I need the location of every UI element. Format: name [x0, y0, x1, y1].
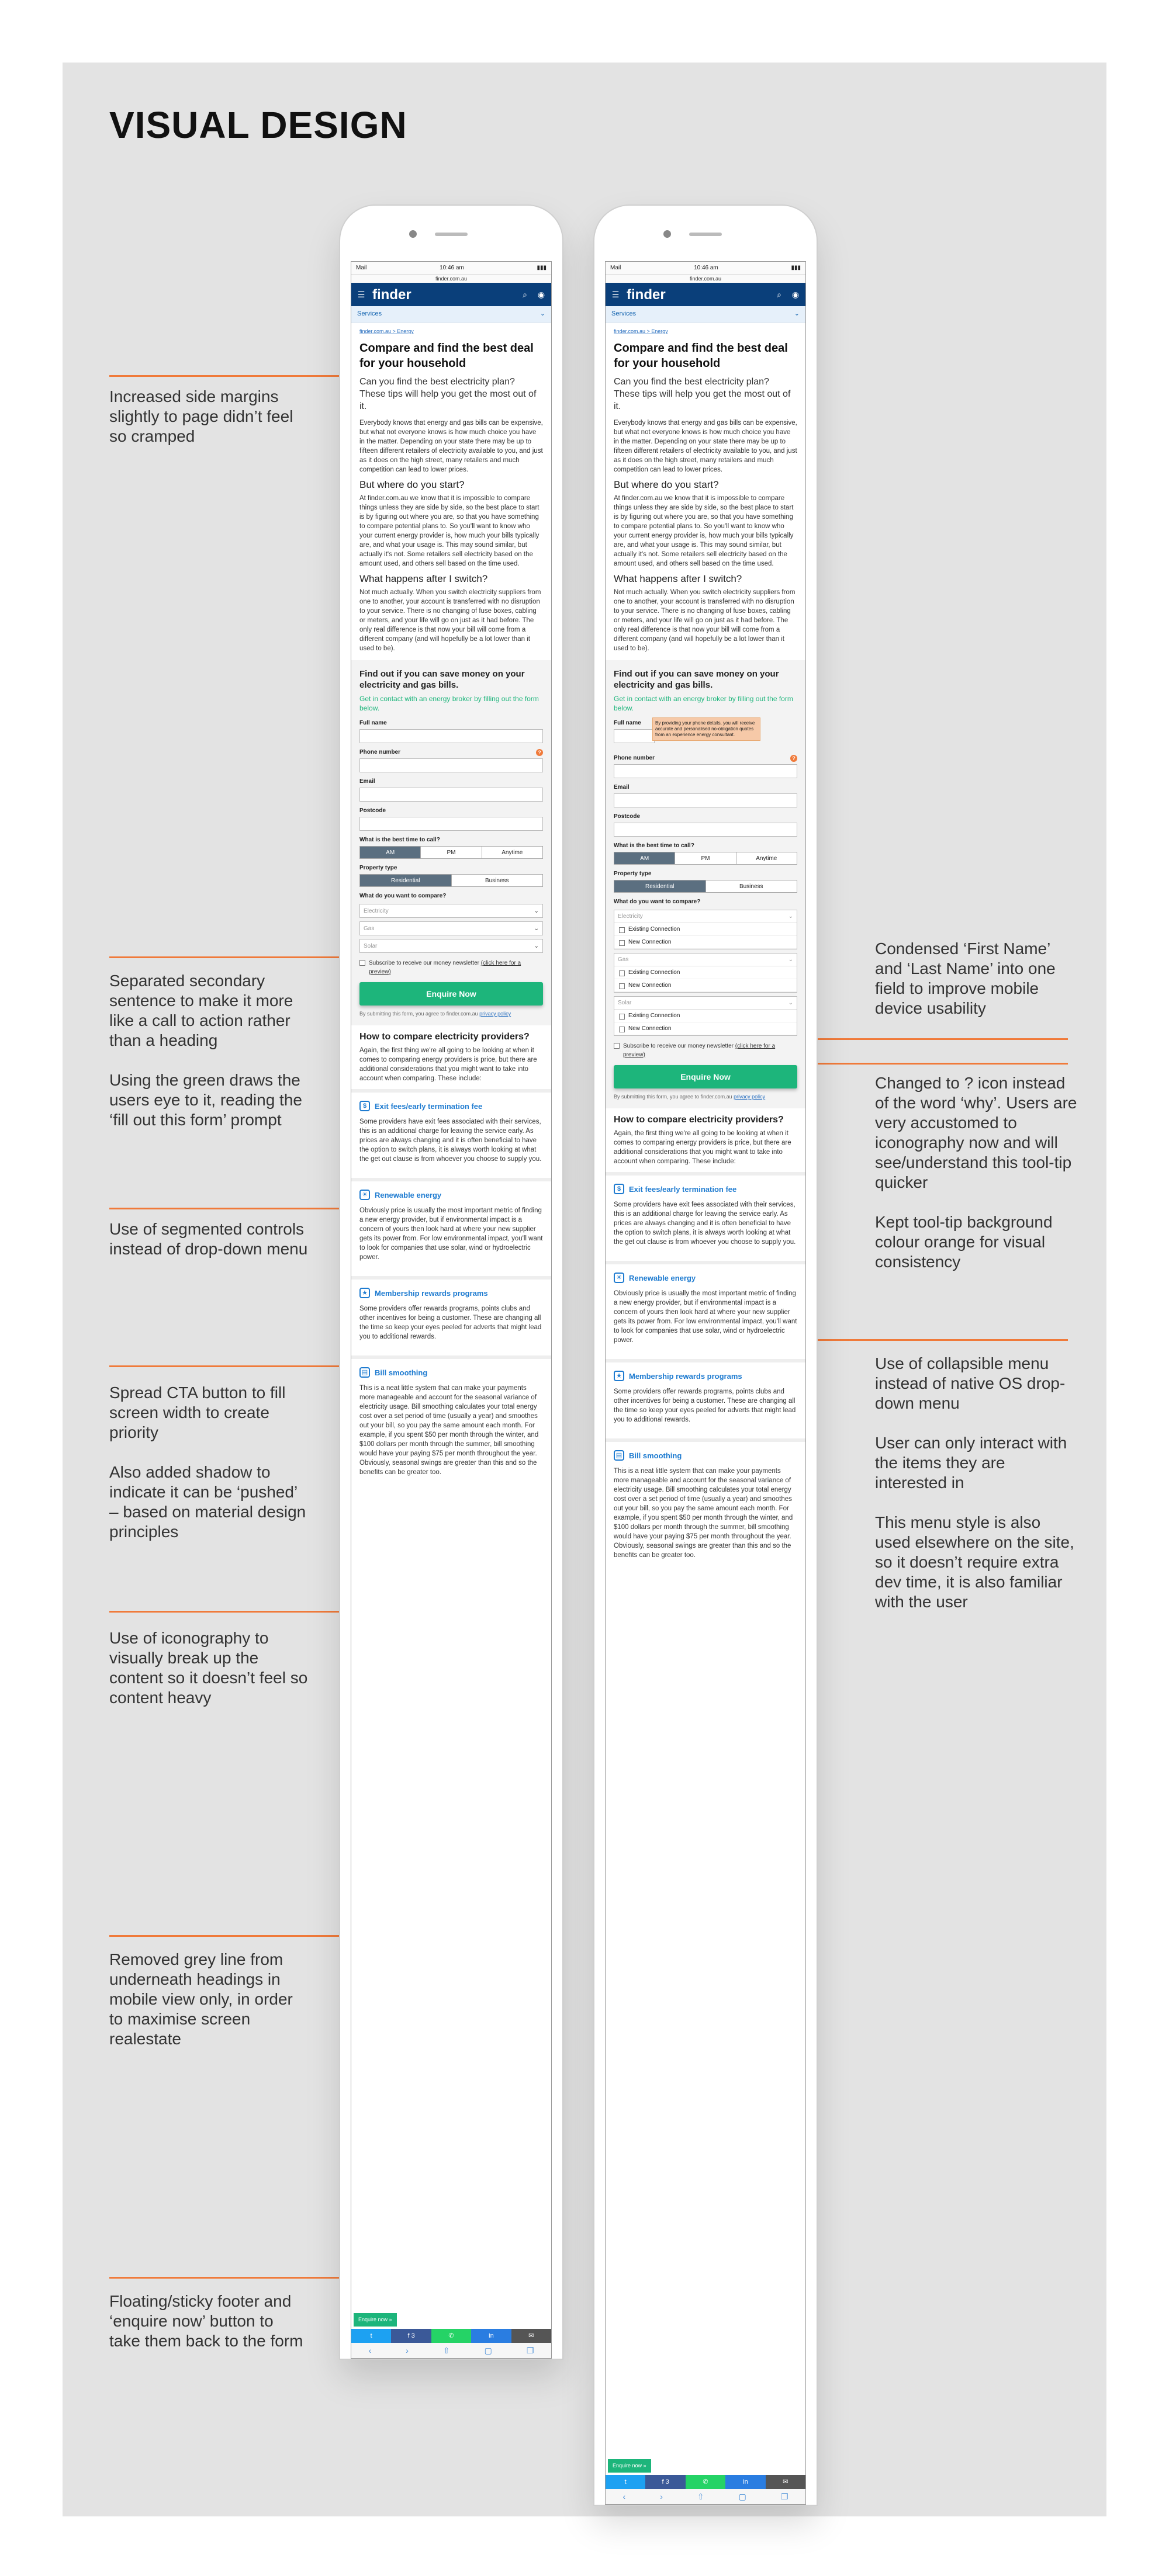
time-segmented-control [359, 846, 543, 859]
bill-icon: ▤ [359, 1367, 370, 1378]
info-card: ★ Membership rewards programs Some providers offer rewards programs, points clubs and other incentives for being a customer. These are changing all the time so keep your eyes peeled for adverts that might lead you to additional rewards. [351, 1276, 551, 1355]
article-paragraph: Not much actually. When you switch electricity suppliers from one to another, your account is transferred with no disruption to your service. There is no changing of fuse boxes, cabling or meters, and your life will go on just as it had before. The only real difference is that now your bill will come from a different company (and will hopefully be a lot lower than it used to be). [359, 589, 541, 652]
facebook-icon[interactable]: f 3 [391, 2329, 431, 2343]
phone-label: Phone number [359, 749, 401, 755]
url-bar[interactable]: finder.com.au [606, 275, 805, 283]
rewards-icon: ★ [359, 1288, 370, 1298]
phone-tooltip: By providing your phone details, you will receive accurate and personalised no-obligation quotes from an experience energy consultant. [652, 717, 760, 741]
chevron-down-icon: ⌄ [788, 913, 793, 920]
user-icon[interactable]: ◉ [791, 289, 800, 299]
property-segmented-control [359, 874, 543, 887]
electricity-toggle[interactable]: Electricity ⌄ [614, 910, 797, 923]
electricity-select[interactable]: Electricity ⌄ [359, 904, 543, 918]
phone-label: Phone number [614, 755, 655, 761]
preview-link[interactable]: (click here for a preview) [369, 960, 521, 975]
gas-collapsible [614, 953, 797, 993]
subscribe-checkbox[interactable] [614, 1043, 620, 1049]
email-label: Email [359, 778, 375, 785]
url-bar[interactable]: finder.com.au [351, 275, 551, 283]
enquiry-form [351, 660, 551, 1025]
checkbox[interactable] [619, 970, 625, 976]
section-heading: But where do you start? [359, 479, 465, 490]
section-heading: What happens after I switch? [614, 573, 742, 584]
checkbox[interactable] [619, 940, 625, 946]
annotation-tooltip-icon: Changed to ? icon instead of the word ‘why’. Users are very accustomed to iconography now and will see/understand this tool-tip quicker Kept tool-tip background colour orange for visual consistency [875, 1074, 1077, 1271]
preview-link[interactable]: (click here for a preview) [623, 1043, 776, 1058]
enquire-now-button[interactable]: Enquire Now [359, 982, 543, 1006]
form-cta-text: Get in contact with an energy broker by filling out the form below. [359, 695, 539, 712]
dollar-icon: $ [614, 1184, 624, 1194]
share-icon[interactable]: ⇧ [442, 2345, 450, 2355]
forward-icon[interactable]: › [406, 2345, 409, 2355]
annotation-line [805, 1038, 1068, 1040]
site-header [351, 283, 551, 306]
user-icon[interactable]: ◉ [537, 289, 545, 299]
annotation-sticky-footer: Floating/sticky footer and ‘enquire now’ button to take them back to the form [109, 2292, 303, 2350]
chevron-down-icon: ⌄ [788, 1000, 793, 1006]
twitter-icon[interactable]: t [606, 2475, 645, 2489]
site-header [606, 283, 805, 306]
annotation-name-field: Condensed ‘First Name’ and ‘Last Name’ into one field to improve mobile device usability [875, 939, 1056, 1017]
bookmarks-icon[interactable]: ▢ [738, 2491, 746, 2501]
breadcrumb[interactable]: finder.com.au > Energy [359, 328, 414, 334]
solar-collapsible [614, 996, 797, 1036]
compare-label: What do you want to compare? [614, 899, 701, 905]
electricity-collapsible [614, 910, 797, 949]
browser-toolbar [606, 2489, 805, 2504]
annotation-segmented: Use of segmented controls instead of drop-down menu [109, 1220, 308, 1258]
time-segmented-control [614, 852, 797, 865]
breadcrumb[interactable]: finder.com.au > Energy [614, 328, 668, 334]
design-board [63, 63, 1106, 2516]
facebook-icon[interactable]: f 3 [645, 2475, 685, 2489]
chevron-down-icon: ⌄ [534, 942, 539, 949]
search-icon[interactable]: ⌕ [523, 289, 527, 299]
status-bar: Mail 10:46 am ▮▮▮ [351, 262, 551, 275]
option-new[interactable]: New Connection [614, 936, 797, 949]
property-type-label: Property type [359, 865, 397, 871]
form-title: Find out if you can save money on your electricity and gas bills. [359, 669, 525, 690]
option-new[interactable]: New Connection [614, 1022, 797, 1035]
annotation-iconography: Use of iconography to visually break up the content so it doesn’t feel so content heavy [109, 1629, 308, 1707]
finder-logo[interactable]: finder [627, 286, 666, 303]
mail-icon[interactable]: ✉ [511, 2329, 551, 2343]
checkbox[interactable] [619, 927, 625, 933]
compare-label: What do you want to compare? [359, 893, 447, 899]
camera-icon [409, 230, 417, 238]
segment-residential[interactable]: Residential [614, 880, 706, 892]
enquire-now-button[interactable]: Enquire Now [614, 1065, 797, 1088]
article-lead: Can you find the best electricity plan? These tips will help you get the most out of it. [359, 377, 537, 411]
email-field[interactable] [359, 788, 543, 802]
speaker-grille [435, 233, 468, 236]
article-title: Compare and find the best deal for your household [614, 342, 788, 370]
option-existing[interactable]: Existing Connection [614, 966, 797, 979]
gas-toggle[interactable]: Gas ⌄ [614, 954, 797, 966]
annotation-collapsible-menu: Use of collapsible menu instead of native OS drop-down menu User can only interact with the items they are interested in This menu style is also used elsewhere on the site, so it doesn’t require extra dev time, it is also familiar with the user [875, 1354, 1074, 1611]
share-icon[interactable]: ⇧ [697, 2491, 704, 2501]
chevron-down-icon: ⌄ [788, 956, 793, 963]
how-to-compare-text: Again, the first thing we're all going to be looking at when it comes to comparing energy providers is price, but there are additional considerations that you might want to take into account when comparing. These include: [359, 1047, 537, 1082]
share-bar [351, 2329, 551, 2343]
property-type-label: Property type [614, 871, 652, 877]
phone-screen [605, 261, 806, 2505]
bookmarks-icon[interactable]: ▢ [484, 2345, 492, 2355]
speaker-grille [689, 233, 722, 236]
search-icon[interactable]: ⌕ [777, 289, 781, 299]
sun-icon: ☀ [614, 1273, 624, 1283]
info-card: ▤ Bill smoothing This is a neat little system that can make your payments more manageable and account for the seasonal variance of electricity usage. Bill smoothing calculates your total energy cost over a set period of time (usually a year) and smoothes out your bill, so you pay the same amount each month. For example, if you spent $50 per month through the winter, and $100 dollars per month through the summer, bill smoothing would have your paying $75 per month throughout the year. Obviously, seasonal swings are greater than this and so the benefits can be greater too. [606, 1438, 805, 1574]
full-name-field[interactable] [614, 729, 655, 743]
help-icon[interactable]: ? [790, 755, 797, 762]
segment-anytime[interactable]: Anytime [482, 847, 542, 858]
article-paragraph: Everybody knows that energy and gas bills can be expensive, but what not everyone knows is how much choice you have in the matter. Depending on your state there may be up to fifteen different retailers of electricity available to you, and just as it does on the high street, many retailers and much competition can lead to lower prices. [614, 419, 797, 473]
privacy-link[interactable]: privacy policy [479, 1011, 511, 1017]
postcode-field[interactable] [359, 817, 543, 831]
full-name-label: Full name [359, 720, 387, 726]
option-new[interactable]: New Connection [614, 979, 797, 992]
article-lead: Can you find the best electricity plan? These tips will help you get the most out of it. [614, 377, 791, 411]
sticky-enquire-button[interactable]: Enquire now » [608, 2459, 651, 2473]
camera-icon [663, 230, 671, 238]
phone-field[interactable] [614, 764, 797, 778]
back-icon[interactable]: ‹ [368, 2345, 372, 2355]
help-icon[interactable]: ? [536, 749, 543, 756]
email-field[interactable] [614, 793, 797, 807]
subscribe-checkbox[interactable] [359, 960, 365, 966]
info-card: ★ Membership rewards programs Some providers offer rewards programs, points clubs and other incentives for being a customer. These are changing all the time so keep your eyes peeled for adverts that might lead you to additional rewards. [606, 1359, 805, 1438]
section-heading: But where do you start? [614, 479, 719, 490]
info-card: $ Exit fees/early termination fee Some providers have exit fees associated with their services, this is an additional charge for leaving the service early. As prices are always changing and it is often beneficial to have the option to switch plans, it is always worth looking at what the get out clause is from whoever you choose to supply you. [606, 1172, 805, 1261]
checkbox[interactable] [619, 1014, 625, 1020]
page-title: VISUAL DESIGN [109, 104, 407, 146]
segment-pm[interactable]: PM [421, 847, 482, 858]
phone-field[interactable] [359, 758, 543, 772]
segment-pm[interactable]: PM [675, 852, 736, 864]
solar-select[interactable]: Solar ⌄ [359, 939, 543, 953]
how-to-compare-text: Again, the first thing we're all going to be looking at when it comes to comparing energy providers is price, but there are additional considerations that you might want to take into account when comparing. These include: [614, 1130, 791, 1165]
info-card: ▤ Bill smoothing This is a neat little system that can make your payments more manageable and account for the seasonal variance of electricity usage. Bill smoothing calculates your total energy cost over a set period of time (usually a year) and smoothes out your bill, so you pay the same amount each month. For example, if you spent $50 per month through the winter, and $100 dollars per month through the summer, bill smoothing would have your paying $75 per month throughout the year. Obviously, seasonal swings are greater than this and so the benefits can be greater too. [351, 1355, 551, 1491]
annotation-green-cta: Separated secondary sentence to make it more like a call to action rather than a heading Using the green draws the users eye to it, reading the ‘fill out this form’ prompt [109, 972, 302, 1129]
segment-am[interactable]: AM [360, 847, 421, 858]
chevron-down-icon: ⌄ [534, 925, 539, 932]
annotation-line [805, 1339, 1068, 1341]
finder-logo[interactable]: finder [372, 286, 411, 303]
annotation-line [805, 1063, 1068, 1065]
forward-icon[interactable]: › [660, 2491, 663, 2501]
postcode-label: Postcode [359, 807, 386, 814]
chevron-down-icon: ⌄ [534, 907, 539, 914]
enquiry-form [606, 660, 805, 1108]
gas-select[interactable]: Gas ⌄ [359, 921, 543, 935]
sticky-footer [351, 2311, 551, 2358]
form-cta-text: Get in contact with an energy broker by filling out the form below. [614, 695, 793, 712]
best-time-label: What is the best time to call? [359, 837, 440, 843]
browser-toolbar [351, 2343, 551, 2358]
chevron-down-icon: ⌄ [794, 310, 800, 317]
info-card: ☀ Renewable energy Obviously price is usually the most important metric of finding a new energy provider, but if environmental impact is a concern of yours then look hard at where your new supplier gets its power from. For low environmental impact, you'll want to look for companies that use solar, wind or hydroelectric power. [606, 1261, 805, 1359]
menu-icon[interactable]: ☰ [611, 289, 620, 299]
back-icon[interactable]: ‹ [622, 2491, 626, 2501]
segment-anytime[interactable]: Anytime [736, 852, 797, 864]
menu-icon[interactable]: ☰ [357, 289, 365, 299]
annotation-margins: Increased side margins slightly to page didn’t feel so cramped [109, 387, 293, 445]
tabs-icon[interactable]: ❐ [526, 2345, 534, 2355]
best-time-label: What is the best time to call? [614, 843, 694, 849]
email-label: Email [614, 784, 630, 791]
whatsapp-icon[interactable]: ✆ [686, 2475, 725, 2489]
info-card: $ Exit fees/early termination fee Some providers have exit fees associated with their services, this is an additional charge for leaving the service early. As prices are always changing and it is often beneficial to have the option to switch plans, it is always worth looking at what the get out clause is from whoever you choose to supply you. [351, 1089, 551, 1178]
chevron-down-icon: ⌄ [539, 310, 545, 317]
info-card: ☀ Renewable energy Obviously price is usually the most important metric of finding a new energy provider, but if environmental impact is a concern of yours then look hard at where your new supplier gets its power from. For low environmental impact, you'll want to look for companies that use solar, wind or hydroelectric power. [351, 1178, 551, 1276]
bill-icon: ▤ [614, 1450, 624, 1461]
subscribe-label: Subscribe to receive our money newsletter (click here for a preview) [623, 1043, 776, 1058]
sticky-enquire-button[interactable]: Enquire now » [354, 2313, 397, 2327]
services-dropdown[interactable]: Services ⌄ [606, 306, 805, 323]
segment-am[interactable]: AM [614, 852, 675, 864]
linkedin-icon[interactable]: in [471, 2329, 511, 2343]
article-title: Compare and find the best deal for your household [359, 342, 534, 370]
option-existing[interactable]: Existing Connection [614, 1010, 797, 1022]
annotation-grey-line: Removed grey line from underneath headings in mobile view only, in order to maximise screen realestate [109, 1950, 293, 2048]
phone-mockup-redesign [594, 206, 817, 2505]
subscribe-label: Subscribe to receive our money newsletter (click here for a preview) [369, 960, 521, 975]
segment-residential[interactable]: Residential [360, 875, 452, 886]
phone-screen [351, 261, 552, 2359]
option-existing[interactable]: Existing Connection [614, 923, 797, 936]
dollar-icon: $ [359, 1101, 370, 1111]
linkedin-icon[interactable]: in [725, 2475, 765, 2489]
form-title: Find out if you can save money on your electricity and gas bills. [614, 669, 779, 690]
segment-business[interactable]: Business [706, 880, 797, 892]
privacy-notice: By submitting this form, you agree to finder.com.au privacy policy [614, 1094, 766, 1100]
article-paragraph: Everybody knows that energy and gas bills can be expensive, but what not everyone knows is how much choice you have in the matter. Depending on your state there may be up to fifteen different retailers of electricity available to you, and just as it does on the high street, many retailers and much competition can lead to lower prices. [359, 419, 543, 473]
privacy-link[interactable]: privacy policy [734, 1094, 766, 1100]
phone-mockup-original [340, 206, 562, 2359]
how-to-compare-heading: How to compare electricity providers? [614, 1115, 784, 1125]
rewards-icon: ★ [614, 1371, 624, 1381]
sticky-footer [606, 2457, 805, 2504]
services-dropdown[interactable]: Services ⌄ [351, 306, 551, 323]
section-heading: What happens after I switch? [359, 573, 488, 584]
how-to-compare-heading: How to compare electricity providers? [359, 1032, 530, 1042]
annotation-cta-button: Spread CTA button to fill screen width to create priority Also added shadow to indicate it can be ‘pushed’ – based on material design principles [109, 1384, 306, 1541]
mail-icon[interactable]: ✉ [766, 2475, 805, 2489]
twitter-icon[interactable]: t [351, 2329, 391, 2343]
solar-toggle[interactable]: Solar ⌄ [614, 997, 797, 1010]
postcode-label: Postcode [614, 813, 641, 820]
full-name-field[interactable] [359, 729, 543, 743]
postcode-field[interactable] [614, 823, 797, 837]
full-name-label: Full name [614, 720, 641, 726]
privacy-notice: By submitting this form, you agree to finder.com.au privacy policy [359, 1011, 511, 1017]
article-paragraph: At finder.com.au we know that it is impossible to compare things unless they are side by side, so the best place to start is by figuring out where you are, so that you have something to compare potential plans to. So you'll want to know who your current energy provider is, how much your bills typically are, and what your usage is. This may sound similar, but actually it's not. Some retailers sell electricity based on the amount used, and others sell based on the time used. [359, 495, 539, 567]
sun-icon: ☀ [359, 1190, 370, 1200]
status-bar: Mail 10:46 am ▮▮▮ [606, 262, 805, 275]
share-bar [606, 2475, 805, 2489]
article-paragraph: At finder.com.au we know that it is impossible to compare things unless they are side by side, so the best place to start is by figuring out where you are, so that you have something to compare potential plans to. So you'll want to know who your current energy provider is, how much your bills typically are, and what your usage is. This may sound similar, but actually it's not. Some retailers sell electricity based on the amount used, and others sell based on the time used. [614, 495, 794, 567]
checkbox[interactable] [619, 1027, 625, 1032]
whatsapp-icon[interactable]: ✆ [431, 2329, 471, 2343]
tabs-icon[interactable]: ❐ [780, 2491, 788, 2501]
property-segmented-control [614, 880, 797, 893]
article-paragraph: Not much actually. When you switch electricity suppliers from one to another, your account is transferred with no disruption to your service. There is no changing of fuse boxes, cabling or meters, and your life will go on just as it had before. The only real difference is that now your bill will come from a different company (and will hopefully be a lot lower than it used to be). [614, 589, 796, 652]
segment-business[interactable]: Business [452, 875, 543, 886]
checkbox[interactable] [619, 983, 625, 989]
